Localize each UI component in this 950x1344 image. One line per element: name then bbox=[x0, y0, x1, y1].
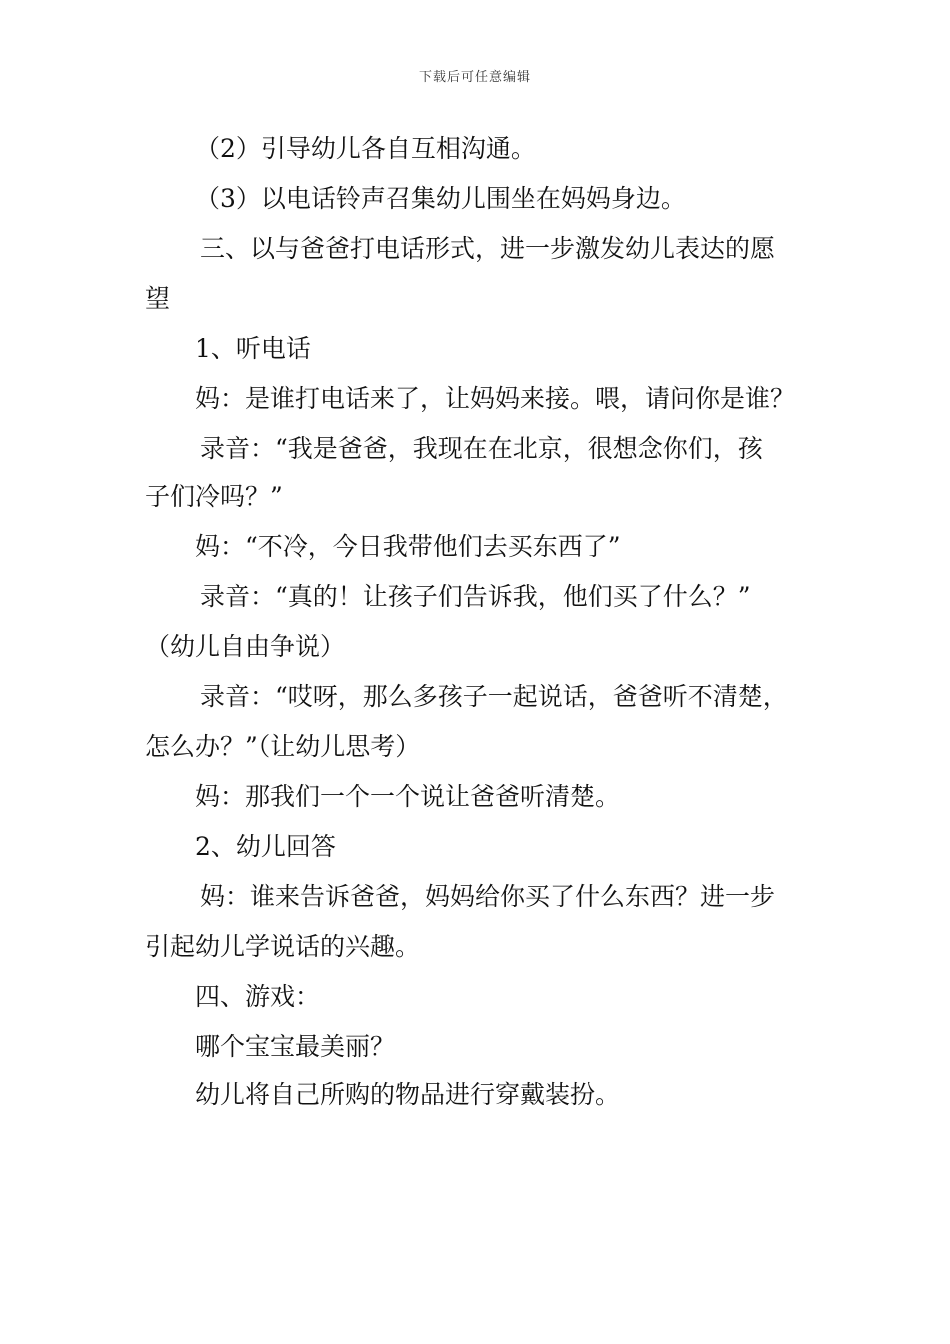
text-line: 2、幼儿回答 bbox=[195, 832, 336, 861]
text-line: 1、听电话 bbox=[195, 334, 311, 363]
text-line: 录音：“真的！让孩子们告诉我，他们买了什么？” bbox=[200, 582, 751, 611]
text-line: 哪个宝宝最美丽？ bbox=[195, 1032, 396, 1061]
text-line: 妈：那我们一个一个说让爸爸听清楚。 bbox=[195, 782, 621, 811]
text-line: 妈：是谁打电话来了，让妈妈来接。喂，请问你是谁？ bbox=[195, 384, 796, 413]
text-line: （3）以电话铃声召集幼儿围坐在妈妈身边。 bbox=[195, 184, 686, 213]
text-line: 四、游戏： bbox=[195, 982, 321, 1011]
text-line: 幼儿将自己所购的物品进行穿戴装扮。 bbox=[195, 1080, 621, 1109]
text-line: 妈：谁来告诉爸爸，妈妈给你买了什么东西？进一步 bbox=[200, 882, 776, 911]
text-line: 望 bbox=[145, 284, 171, 313]
text-line: 妈：“不冷，今日我带他们去买东西了” bbox=[195, 532, 621, 561]
text-line: 录音：“我是爸爸，我现在在北京，很想念你们，孩 bbox=[200, 434, 763, 463]
page-header-note: 下载后可任意编辑 bbox=[418, 70, 531, 85]
text-line: 三、以与爸爸打电话形式，进一步激发幼儿表达的愿 bbox=[200, 234, 776, 263]
text-line: （幼儿自由争说） bbox=[145, 632, 346, 661]
text-line: （2）引导幼儿各自互相沟通。 bbox=[195, 134, 536, 163]
text-line: 怎么办？”（让幼儿思考） bbox=[145, 732, 421, 761]
text-line: 引起幼儿学说话的兴趣。 bbox=[145, 932, 421, 961]
text-line: 录音：“哎呀，那么多孩子一起说话，爸爸听不清楚， bbox=[200, 682, 788, 711]
text-line: 子们冷吗？” bbox=[145, 482, 283, 511]
